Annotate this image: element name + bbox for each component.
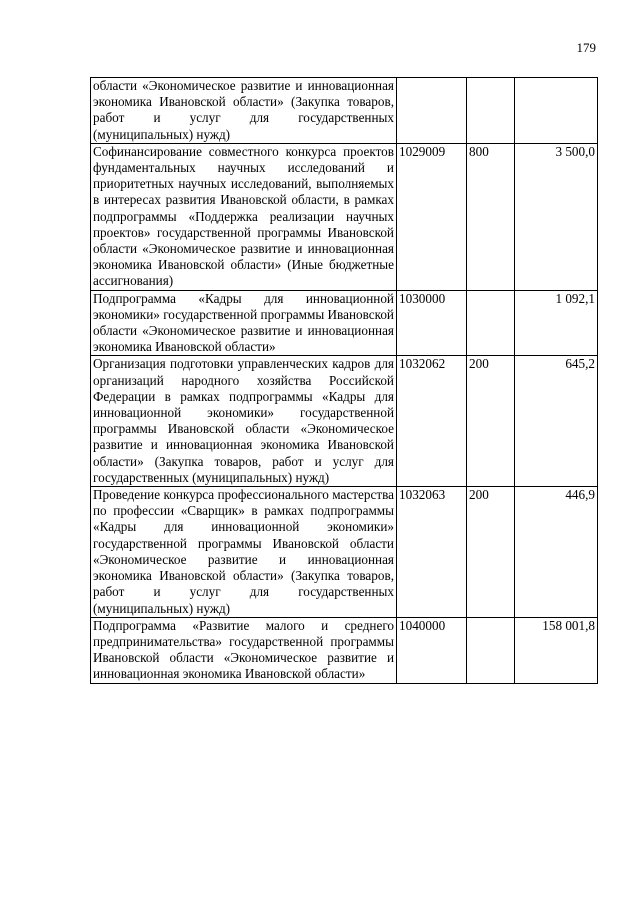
row-description: Подпрограмма «Кадры для инновационной экономики» государственной программы Ивановской области «Экономическое развитие и инновационная экономика Ивановской области» [91,290,397,356]
row-description: Организация подготовки управленческих кадров для организаций народного хозяйства Российской Федерации в рамках подпрограммы «Кадры для инновационной экономики» государственной программы Ивановской области «Экономическое развитие и инновационная экономика Ивановской области» (Закупка товаров, работ и услуг для государственных (муниципальных) нужд) [91,356,397,487]
row-expense-type [467,617,515,683]
table-row [91,356,598,487]
row-target-code [397,78,467,144]
budget-table [90,77,598,684]
row-description: Софинансирование совместного конкурса проектов фундаментальных научных исследований и приоритетных научных исследований, выполняемых в интересах развития Ивановской области, в рамках подпрограммы «Поддержка реализации научных проектов» государственной программы Ивановской области «Экономическое развитие и инновационная экономика Ивановской области» (Иные бюджетные ассигнования) [91,143,397,290]
row-target-code: 1040000 [397,617,467,683]
row-expense-type [467,78,515,144]
row-amount: 446,9 [515,487,598,618]
page-number: 179 [576,40,596,55]
row-amount: 158 001,8 [515,617,598,683]
row-expense-type [467,290,515,356]
row-target-code: 1032063 [397,487,467,618]
row-amount [515,78,598,144]
row-amount: 1 092,1 [515,290,598,356]
table-row [91,143,598,290]
table-row [91,617,598,683]
row-description: Подпрограмма «Развитие малого и среднего предпринимательства» государственной программы Ивановской области «Экономическое развитие и инновационная экономика Ивановской области» [91,617,397,683]
row-expense-type: 800 [467,143,515,290]
table-row [91,290,598,356]
row-amount: 3 500,0 [515,143,598,290]
row-description: Проведение конкурса профессионального мастерства по профессии «Сварщик» в рамках подпрограммы «Кадры для инновационной экономики» государственной программы Ивановской области «Экономическое развитие и инновационная экономика Ивановской области» (Закупка товаров, работ и услуг для государственных (муниципальных) нужд) [91,487,397,618]
row-amount: 645,2 [515,356,598,487]
row-expense-type: 200 [467,487,515,618]
row-description: области «Экономическое развитие и инновационная экономика Ивановской области» (Закупка товаров, работ и услуг для государственных (муниципальных) нужд) [91,78,397,144]
row-expense-type: 200 [467,356,515,487]
row-target-code: 1030000 [397,290,467,356]
table-row [91,78,598,144]
table-row [91,487,598,618]
row-target-code: 1029009 [397,143,467,290]
row-target-code: 1032062 [397,356,467,487]
